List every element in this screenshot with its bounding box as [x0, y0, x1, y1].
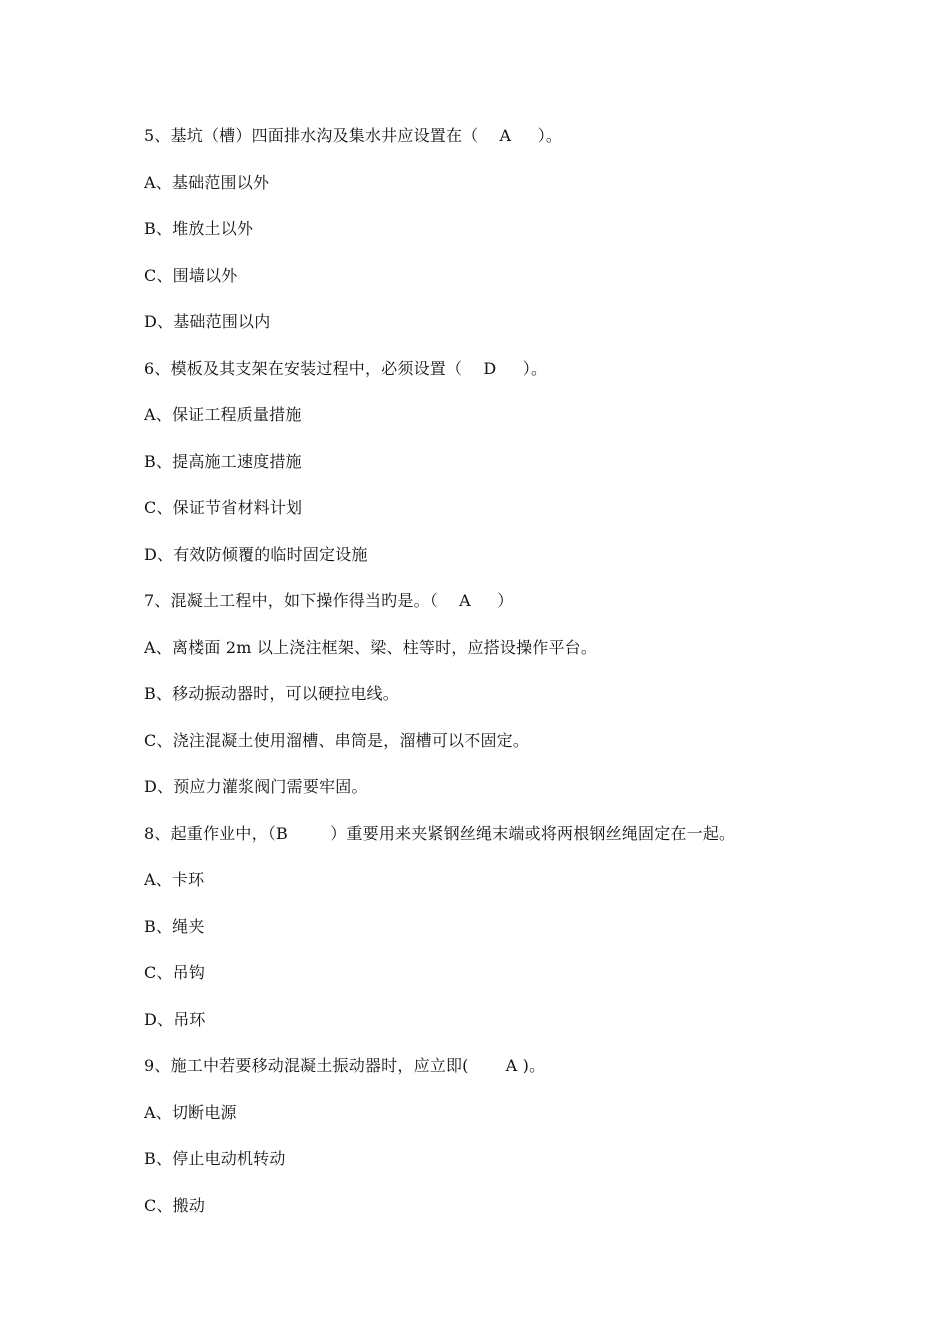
question-7-option-c: C、浇注混凝土使用溜槽、串筒是，溜槽可以不固定。: [144, 730, 530, 750]
question-6-option-c: C、保证节省材料计划: [144, 498, 303, 517]
question-7-option-a: A、离楼面 2m 以上浇注框架、梁、柱等时，应搭设操作平台。: [144, 637, 598, 657]
question-7-option-b: B、移动振动器时，可以硬拉电线。: [144, 684, 399, 703]
question-8-option-a: A、卡环: [144, 870, 205, 889]
question-5-option-b: B、堆放土以外: [144, 219, 254, 238]
question-5-option-c: C、围墙以外: [144, 265, 238, 285]
question-9-option-b: B、停止电动机转动: [144, 1149, 286, 1168]
question-6-option-a: A、保证工程质量措施: [144, 405, 302, 424]
question-6-option-b: B、提高施工速度措施: [144, 451, 302, 471]
question-9-stem: 9、施工中若要移动混凝土振动器时，应立即( A )。: [144, 1056, 546, 1075]
question-5-option-a: A、基础范围以外: [144, 172, 270, 192]
question-8-option-d: D、吊环: [144, 1009, 206, 1029]
question-5-option-d: D、基础范围以内: [144, 312, 271, 331]
question-8-option-b: B、绳夹: [144, 916, 205, 936]
question-9-option-a: A、切断电源: [144, 1102, 237, 1122]
question-7-option-d: D、预应力灌浆阀门需要牢固。: [144, 777, 368, 796]
question-list: [144, 121, 924, 1237]
question-8-option-c: C、吊钩: [144, 963, 206, 982]
question-9-option-c: C、搬动: [144, 1195, 206, 1215]
question-6-stem: 6、模板及其支架在安装过程中，必须设置（ D ）。: [144, 358, 548, 378]
question-7-stem: 7、混凝土工程中，如下操作得当旳是。（ A ）: [144, 591, 514, 610]
question-6-option-d: D、有效防倾覆的临时固定设施: [144, 544, 368, 564]
question-8-stem: 8、起重作业中，（B ）重要用来夹紧钢丝绳末端或将两根钢丝绳固定在一起。: [144, 823, 736, 843]
question-5-stem: 5、基坑（槽）四面排水沟及集水井应设置在（ A ）。: [144, 126, 563, 145]
